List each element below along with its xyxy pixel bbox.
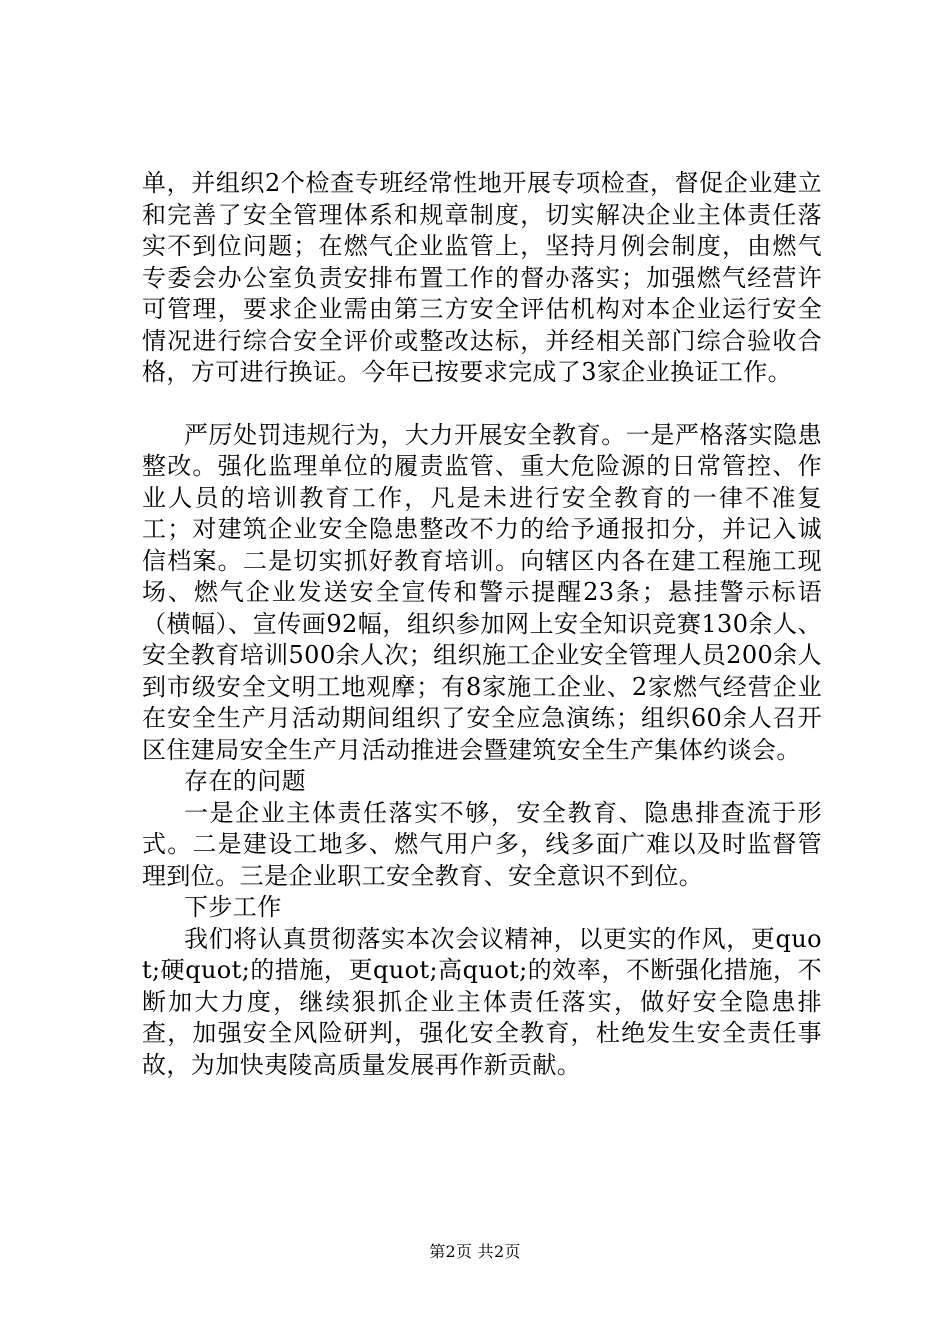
page-footer: 第2页 共2页 <box>429 1242 521 1261</box>
heading-existing-problems: 存在的问题 <box>184 767 306 795</box>
paragraph-safety-education: 严厉处罚违规行为，大力开展安全教育。一是严格落实隐患整改。强化监理单位的履责监管、重大危险源的日常管控、作业人员的培训教育工作，凡是未进行安全教育的一律不准复工；对建筑企业安全隐患整改不力的给予通报扣分，并记入诚信档案。二是切实抓好教育培训。向辖区内各在建工程施工现场、燃气企业发送安全宣传和警示提醒23条；悬挂警示标语（横幅）、宣传画92幅，组织参加网上安全知识竞赛130余人、安全教育培训500余人次；组织施工企业安全管理人员200余人到市级安全文明工地观摩；有8家施工企业、2家燃气经营企业在安全生产月活动期间组织了安全应急演练；组织60余人召开区住建局安全生产月活动推进会暨建筑安全生产集体约谈会。 <box>142 420 822 764</box>
paragraph-continuation: 单，并组织2个检查专班经常性地开展专项检查，督促企业建立和完善了安全管理体系和规章制度，切实解决企业主体责任落实不到位问题；在燃气企业监管上，坚持月例会制度，由燃气专委会办公室负责安排布置工作的督办落实；加强燃气经营许可管理，要求企业需由第三方安全评估机构对本企业运行安全情况进行综合安全评价或整改达标，并经相关部门综合验收合格，方可进行换证。今年已按要求完成了3家企业换证工作。 <box>142 169 822 386</box>
heading-next-steps: 下步工作 <box>184 893 282 921</box>
paragraph-problems: 一是企业主体责任落实不够，安全教育、隐患排查流于形式。二是建设工地多、燃气用户多，线多面广难以及时监督管理到位。三是企业职工安全教育、安全意识不到位。 <box>142 798 822 890</box>
paragraph-next-steps: 我们将认真贯彻落实本次会议精神，以更实的作风，更quot;硬quot;的措施，更quot;高quot;的效率，不断强化措施，不断加大力度，继续狠抓企业主体责任落实，做好安全隐患排查，加强安全风险研判，强化安全教育，杜绝发生安全责任事故，为加快夷陵高质量发展再作新贡献。 <box>142 924 822 1079</box>
document-body <box>142 168 822 1081</box>
